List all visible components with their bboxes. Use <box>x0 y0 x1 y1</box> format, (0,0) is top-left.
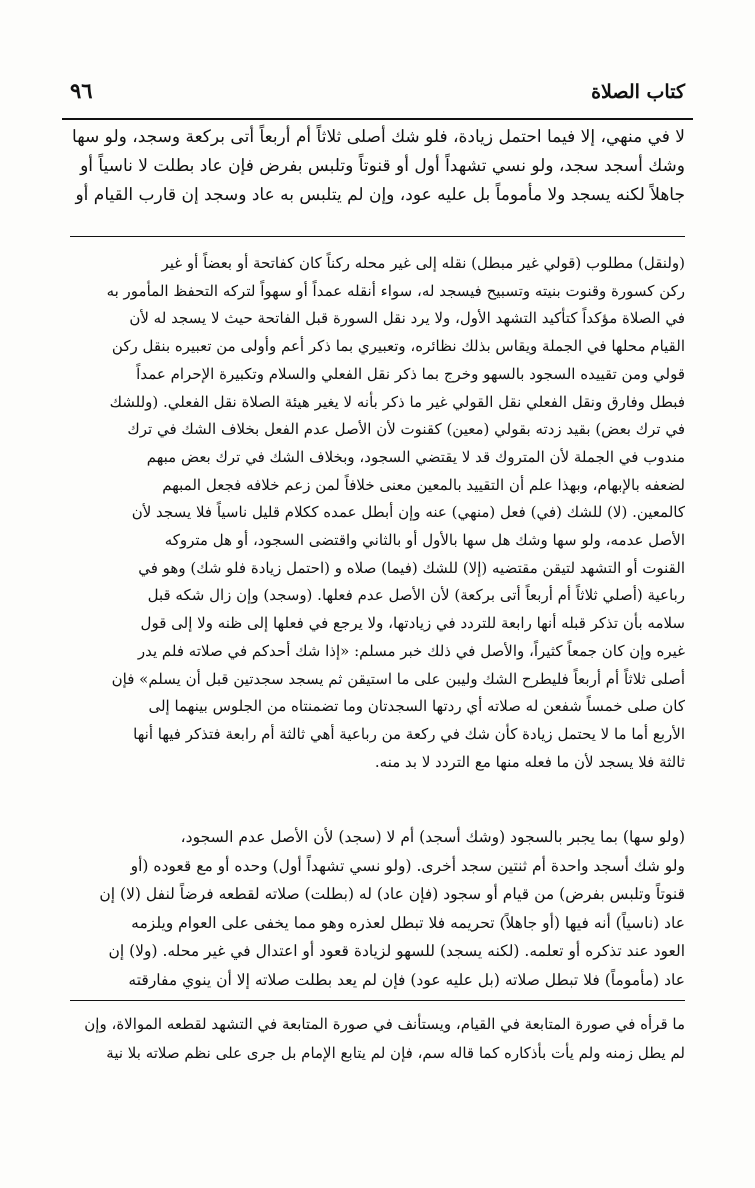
text-line: في ترك بعض) بقيد زدته بقولي (معين) كقنوت لأن الأصل عدم الفعل بخلاف الشك في ترك <box>127 420 685 439</box>
sharh-text-continued <box>70 823 685 994</box>
text-line: غيره وإن كان جمعاً كثيراً، والأصل في ذلك خبر مسلم: «إذا شك أحدكم في صلاته فلم يدر <box>137 641 685 660</box>
text-line: الأصل عدمه، ولو سها وشك هل سها بالأول أو بالثاني واقتضى السجود، أو هل متروكه <box>164 531 685 550</box>
text-line: أصلى ثلاثاً أم أربعاً فليطرح الشك وليبن على ما استيقن ثم يسجد سجدتين قبل أن يسلم» فإن <box>111 669 685 688</box>
text-line: سلامه بأن تذكر قبله أنها رابعة للتردد في زيادتها، ولا يرجع في فعلها إلى ظنه ولا إلى قول <box>140 614 685 633</box>
text-line: قولي ومن تقييده السجود بالسهو وخرج بما ذكر نقل الفعلي والسلام وتكبيرة الإحرام عمداً <box>136 364 685 383</box>
text-line: كان صلى خمساً شفعن له صلاته أي ردتها السجدتان وما تضمنتاه من الجلوس بينهما إلى <box>148 697 685 716</box>
text-line: رباعية (أصلي ثلاثاً أم أربعاً أتى بركعة) لأن الأصل عدم فعلها. (وسجد) وإن زال شكه قبل <box>147 586 685 605</box>
book-title: كتاب الصلاة <box>591 81 685 103</box>
text-line: لا في منهي، إلا فيما احتمل زيادة، فلو شك أصلى ثلاثاً أم أربعاً أتى بركعة وسجد، ولو سها <box>72 127 685 147</box>
running-head <box>62 78 693 114</box>
text-line: عاد (ناسياً) أنه فيها (أو جاهلاً) تحريمه فلا تبطل لعذره وهو مما يخفى على العوام ويلزمه <box>131 913 685 932</box>
text-line: القيام محلها في الجملة ويقاس بذلك نظائره، وتعبيري بما ذكر أعم وأولى من تعبيره بنقل ركن <box>111 337 685 356</box>
footnote-divider <box>70 1000 685 1001</box>
text-line: ثالثة فلا يسجد لأن ما فعله منها مع التردد لا بد منه. <box>374 752 685 771</box>
section-divider <box>70 236 685 237</box>
text-line: لضعفه بالإبهام، وبهذا علم أن التقييد بالمعين معنى خلافاً لمن زعم خلافه فجعل المبهم <box>162 475 685 494</box>
text-line: فبطل وفارق ونقل الفعلي نقل القولي غير ما ذكر بأنه لا يغير هيئة الصلاة نقل الفعلي. (وللشك <box>109 392 685 411</box>
text-line: في الصلاة مؤكداً كتأكيد التشهد الأول، ولا يرد نقل السورة قبل الفاتحة حيث لا يسجد له لأن <box>129 309 685 328</box>
text-line: ولو شك أسجد واحدة أم ثنتين سجد أخرى. (ولو نسي تشهداً أول) وحده أو مع قعوده (أو <box>130 856 685 875</box>
text-line: (ولنقل) مطلوب (قولي غير مبطل) نقله إلى غير محله ركناً كان كفاتحة أو بعضاً أو غير <box>161 254 685 272</box>
sharh-text <box>70 250 685 776</box>
matn-top-text <box>70 123 685 210</box>
text-line: الأربع أما ما لا يحتمل زيادة كأن شك في ركعة من رباعية أهي ثالثة أم رابعة فتذكر فيها أنها <box>133 724 685 743</box>
text-line: جاهلاً لكنه يسجد ولا مأموماً بل عليه عود، وإن لم يتلبس به عاد وسجد إن قارب القيام أو <box>75 185 685 205</box>
text-line: عاد (مأموماً) فلا تبطل صلاته (بل عليه عود) فإن لم يعد بطلت صلاته إلا أن ينوي مفارقته <box>128 970 685 989</box>
text-line: وشك أسجد سجد، ولو نسي تشهداً أول أو قنوتاً وتلبس بفرض فإن عاد بطلت لا ناسياً أو <box>80 156 685 176</box>
header-rule <box>62 118 693 120</box>
text-line: لم يطل زمنه ولم يأت بأذكاره كما قاله سم، فإن لم يتابع الإمام بل جرى على نظم صلاته بلا نية <box>106 1044 685 1062</box>
text-line: مندوب في الجملة لأن المتروك قد لا يقتضي السجود، وبخلاف الشك في ترك بعض مبهم <box>146 447 685 466</box>
page-number: ٩٦ <box>70 78 93 103</box>
text-line: القنوت أو التشهد لتيقن مقتضيه (إلا) للشك (فيما) صلاه و (احتمل زيادة فلو شك) وهو في <box>138 558 685 577</box>
hashiya-text <box>70 1010 685 1068</box>
text-line: كالمعين. (لا) للشك (في) فعل (منهي) عنه وإن أبطل عمده ككلام قليل ناسياً فلا يسجد لأن <box>131 503 685 522</box>
text-line: قنوتاً وتلبس بفرض) من قيام أو سجود (فإن عاد) له (بطلت) صلاته لقطعه فرضاً لنفل (لا) إن <box>99 885 685 903</box>
text-line: العود عند تذكره أو تعلمه. (لكنه يسجد) للسهو لزيادة قعود أو اعتدال في غير محله. (ولا) إن <box>108 942 685 960</box>
text-line: (ولو سها) بما يجبر بالسجود (وشك أسجد) أم لا (سجد) لأن الأصل عدم السجود، <box>180 828 685 846</box>
text-line: ما قرأه في صورة المتابعة في القيام، ويستأنف في صورة المتابعة في التشهد لقطعه الموالاة، وإن <box>84 1015 685 1033</box>
text-line: ركن كسورة وقنوت بنيته وتسبيح فيسجد له، سواء أنقله عمداً أو سهواً لتركه التحفظ المأمور به <box>106 281 685 300</box>
